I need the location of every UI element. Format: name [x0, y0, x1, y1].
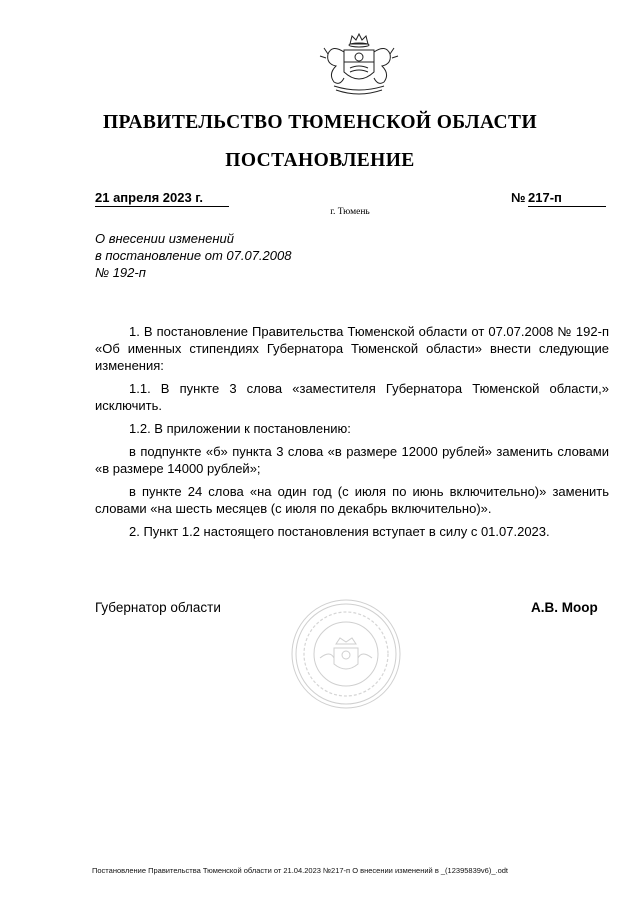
document-subject — [95, 230, 291, 281]
body-paragraph: 1.2. В приложении к постановлению: — [129, 421, 351, 436]
coat-of-arms-emblem — [314, 30, 404, 102]
document-body — [95, 323, 609, 540]
document-footer: Постановление Правительства Тюменской области от 21.04.2023 №217-п О внесении изменений в _(12395839v6)_.odt — [92, 866, 509, 875]
subject-line: О внесении изменений — [95, 231, 234, 246]
signatory-role: Губернатор области — [95, 600, 221, 615]
document-city: г. Тюмень — [330, 207, 370, 217]
signatory-name: А.В. Моор — [531, 600, 598, 615]
body-paragraph: 2. Пункт 1.2 настоящего постановления вступает в силу с 01.07.2023. — [129, 524, 550, 539]
subject-line: № 192-п — [95, 265, 146, 280]
body-paragraph: 1.1. В пункте 3 слова «заместителя Губернатора Тюменской области,» исключить. — [95, 381, 609, 413]
document-date: 21 апреля 2023 г. — [95, 190, 229, 207]
government-title: ПРАВИТЕЛЬСТВО ТЮМЕНСКОЙ ОБЛАСТИ — [102, 112, 538, 133]
subject-line: в постановление от 07.07.2008 — [95, 248, 292, 263]
body-paragraph: в пункте 24 слова «на один год (с июля по июнь включительно)» заменить словами «на шесть месяцев (с июля по декабрь включительно)». — [95, 484, 609, 516]
number-sign: № — [511, 190, 526, 205]
document-type-title: ПОСТАНОВЛЕНИЕ — [225, 150, 415, 171]
document-number: 217-п — [528, 190, 606, 207]
official-seal-stamp — [290, 598, 402, 710]
body-paragraph: в подпункте «б» пункта 3 слова «в размере 12000 рублей» заменить словами «в размере 14000 рублей»; — [95, 444, 609, 476]
body-paragraph: 1. В постановление Правительства Тюменской области от 07.07.2008 № 192-п «Об именных стипендиях Губернатора Тюменской области» внести следующие изменения: — [95, 324, 609, 373]
